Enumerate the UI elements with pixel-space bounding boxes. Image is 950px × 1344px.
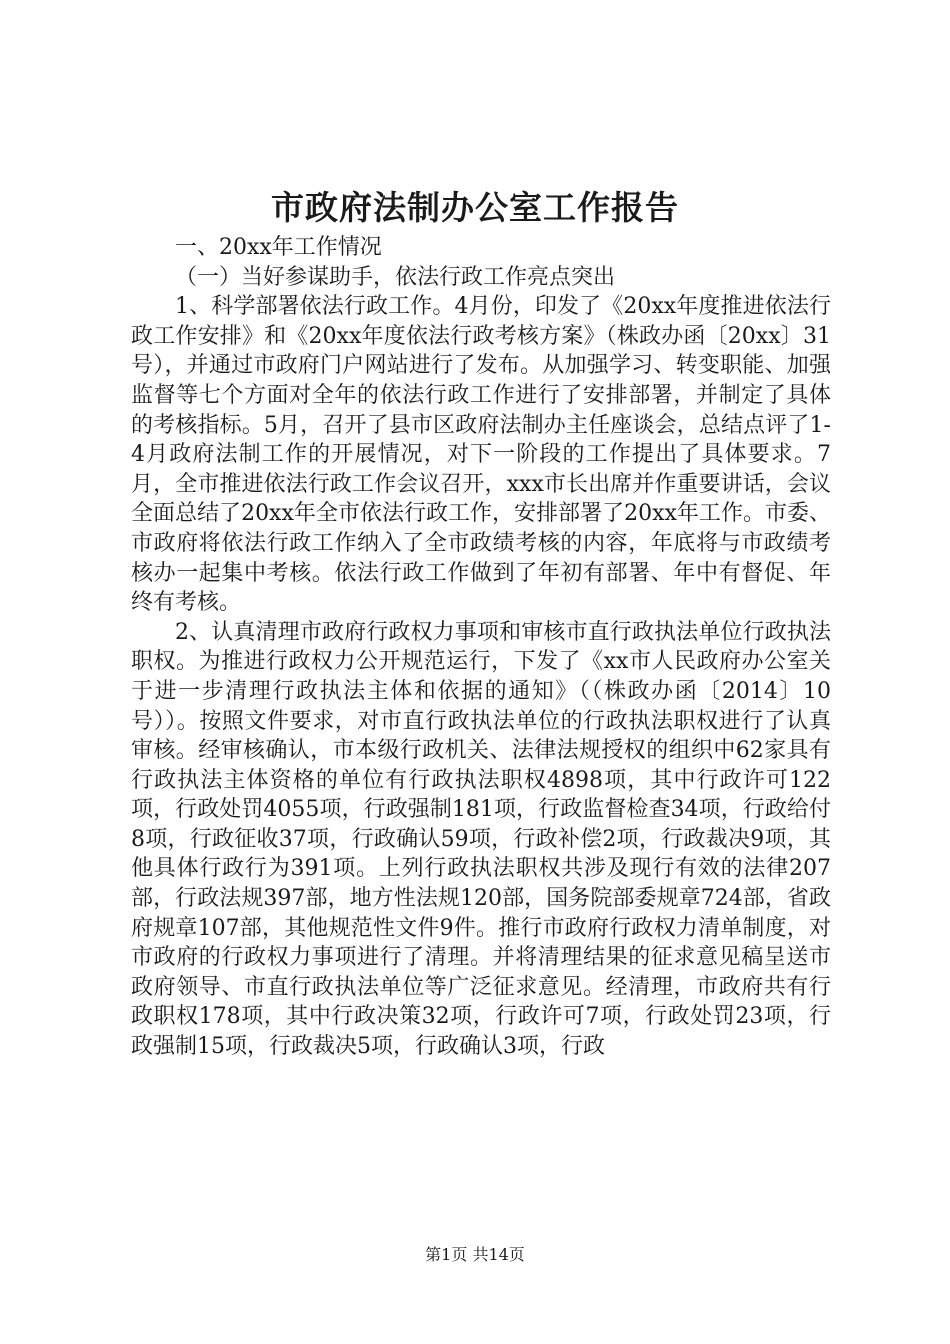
document-body (131, 233, 831, 1062)
section-heading: 一、20xx年工作情况 (175, 235, 382, 260)
paragraph: 2、认真清理市政府行政权力事项和审核市直行政执法单位行政执法职权。为推进行政权力公开规范运行，下发了《xx市人民政府办公室关于进一步清理行政执法主体和依据的通知》（（株政办函〔2014〕10号））。按照文件要求，对市直行政执法单位的行政执法职权进行了认真审核。经审核确认，市本级行政机关、法律法规授权的组织中62家具有行政执法主体资格的单位有行政执法职权4898项，其中行政许可122项，行政处罚4055项，行政强制181项，行政监督检查34项，行政给付8项，行政征收37项，行政确认59项，行政补偿2项，行政裁决9项，其他具体行政行为391项。上列行政执法职权共涉及现行有效的法律207部，行政法规397部，地方性法规120部，国务院部委规章724部，省政府规章107部，其他规范性文件9件。推行市政府行政权力清单制度，对市政府的行政权力事项进行了清理。并将清理结果的征求意见稿呈送市政府领导、市直行政执法单位等广泛征求意见。经清理，市政府共有行政职权178项，其中行政决策32项，行政许可7项，行政处罚23项，行政强制15项，行政裁决5项，行政确认3项，行政 (131, 619, 831, 1060)
page-footer: 第1页 共14页 (425, 1245, 525, 1264)
paragraph: 1、科学部署依法行政工作。4月份，印发了《20xx年度推进依法行政工作安排》和《20xx年度依法行政考核方案》（株政办函〔20xx〕31号），并通过市政府门户网站进行了发布。从加强学习、转变职能、加强监督等七个方面对全年的依法行政工作进行了安排部署，并制定了具体的考核指标。5月，召开了县市区政府法制办主任座谈会，总结点评了1-4月政府法制工作的开展情况，对下一阶段的工作提出了具体要求。7月，全市推进依法行政工作会议召开，xxx市长出席并作重要讲话，会议全面总结了20xx年全市依法行政工作，安排部署了20xx年工作。市委、市政府将依法行政工作纳入了全市政绩考核的内容，年底将与市政绩考核办一起集中考核。依法行政工作做到了年初有部署、年中有督促、年终有考核。 (131, 294, 831, 616)
subsection-heading: （一）当好参谋助手，依法行政工作亮点突出 (175, 264, 616, 290)
page-title: 市政府法制办公室工作报告 (271, 188, 679, 227)
